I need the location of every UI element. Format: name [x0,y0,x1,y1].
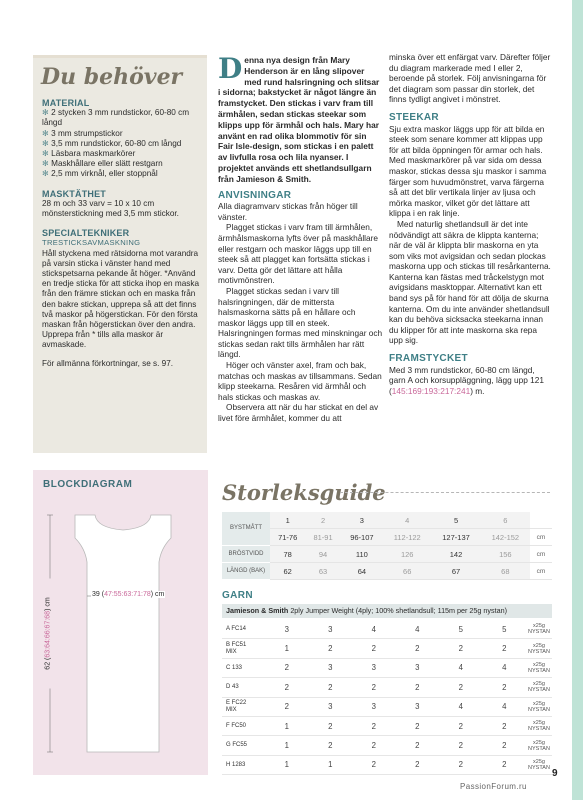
table-cell: 112-122 [383,529,431,546]
gauge-heading: MASKTÄTHET [42,188,106,199]
yarn-quantity: 5 [439,620,483,639]
yarn-unit: x25g NYSTAN [526,658,552,677]
dropcap: D [218,52,243,85]
yarn-quantity: 2 [309,716,353,735]
yarn-table [222,620,552,775]
unit-cell: cm [530,563,552,580]
yarn-quantity: 2 [265,697,309,716]
table-cell: 2 [305,512,340,529]
yarn-quantity: 2 [309,678,353,697]
yarn-quantity: 1 [265,755,309,774]
block-diagram-heading: BLOCKDIAGRAM [43,479,133,490]
yarn-quantity: 2 [309,736,353,755]
divider [340,492,550,493]
table-cell: 142 [431,546,480,563]
framstycket-heading: FRAMSTYCKET [389,353,468,365]
width-measurement: 39 (47:55:63:71:78) cm [92,591,165,598]
table-row [222,563,552,580]
technique-subheading: TRESTICKSAVMASKNING [42,238,141,248]
table-cell: 71-76 [270,529,305,546]
row-label: BYSTMÅTT [222,512,270,546]
anvisningar-paragraph: Plagget stickas i varv fram till ärmhålen, ärmhålsmaskorna lyfts över på maskhållare eller restgarn och maskor läggs upp till en steek så att plagget kan fortsätta stickas i varv. Detta gör det lättare att hålla motivmönstren. [218,222,379,286]
table-cell: 156 [481,546,530,563]
table-cell: 5 [431,512,480,529]
techniques-heading: SPECIALTEKNIKER [42,228,130,239]
material-item: ✻ 3,5 mm rundstickor, 60-80 cm långd [42,138,182,148]
yarn-quantity: 2 [396,755,440,774]
yarn-code: H 1283 [222,755,265,774]
yarn-quantity: 4 [352,620,396,639]
steekar-column [389,52,552,396]
table-cell: 64 [341,563,383,580]
table-cell: 126 [383,546,431,563]
yarn-quantity: 2 [439,716,483,735]
yarn-quantity: 4 [483,658,527,677]
yarn-unit: x25g NYSTAN [526,716,552,735]
anvisningar-paragraph: Höger och vänster axel, fram och bak, matchas och maskas av tillsammans. Sedan klipp steekarna. Resåren vid ärmhål och hals stickas och maskas av. [218,360,382,402]
yarn-quantity: 3 [352,697,396,716]
yarn-unit: x25g NYSTAN [526,620,552,639]
yarn-quantity: 3 [352,658,396,677]
yarn-quantity: 5 [483,620,527,639]
table-cell: 66 [383,563,431,580]
material-item: ✻ 3 mm strumpstickor [42,128,123,138]
yarn-quantity: 2 [396,716,440,735]
yarn-quantity: 2 [352,755,396,774]
framstycket-paragraph: Med 3 mm rundstickor, 60-80 cm längd, garn A och korsuppläggning, lägg upp 121 (145:169:193:217:241) m. [389,364,544,396]
material-item: ✻ 2 stycken 3 mm rundstickor, 60-80 cm långd [42,108,190,128]
row-label: BRÖSTVIDD [222,546,270,563]
yarn-quantity: 3 [309,697,353,716]
yarn-quantity: 2 [352,716,396,735]
site-watermark: PassionForum.ru [460,782,527,791]
yarn-quantity: 1 [265,716,309,735]
yarn-unit: x25g NYSTAN [526,678,552,697]
table-cell: 63 [305,563,340,580]
yarn-quantity: 2 [396,639,440,658]
size-table [222,512,552,580]
yarn-quantity: 2 [483,678,527,697]
table-cell: 142-152 [481,529,530,546]
table-cell: 94 [305,546,340,563]
yarn-quantity: 3 [265,620,309,639]
yarn-quantity: 2 [396,736,440,755]
material-heading: MATERIAL [42,98,90,108]
yarn-quantity: 2 [483,755,527,774]
yarn-quantity: 2 [309,639,353,658]
unit-cell [530,512,552,529]
unit-cell: cm [530,546,552,563]
material-item: ✻ 2,5 mm virknål, eller stoppnål [42,169,158,179]
block-diagram-panel [33,470,208,775]
yarn-quantity: 2 [352,639,396,658]
page-number: 9 [552,768,558,779]
yarn-quantity: 1 [265,736,309,755]
yarn-unit: x25g NYSTAN [526,736,552,755]
yarn-quantity: 2 [439,736,483,755]
anvisningar-paragraph: Alla diagramvarv stickas från höger till vänster. [218,201,358,222]
materials-section [42,98,202,369]
anvisningar-paragraph: Observera att när du har stickat en del av livet före ärmhålet, kommer du att [218,402,379,424]
material-item: ✻ Läsbara maskmarkörer [42,149,136,159]
table-cell: 68 [481,563,530,580]
yarn-quantity: 2 [483,716,527,735]
yarn-quantity: 4 [439,697,483,716]
gauge-text: 28 m och 33 varv = 10 x 10 cm mönsterstickning med 3,5 mm stickor. [42,198,179,219]
yarn-quantity: 2 [483,639,527,658]
table-cell: 3 [341,512,383,529]
yarn-quantity: 2 [265,678,309,697]
size-guide-title: Storleksguide [222,480,386,505]
table-cell: 96-107 [341,529,383,546]
table-cell: 6 [481,512,530,529]
yarn-code: G FC55 [222,736,265,755]
yarn-code: D 43 [222,678,265,697]
yarn-code: E FC22 MIX [222,697,265,716]
yarn-quantity: 2 [439,639,483,658]
table-cell: 62 [270,563,305,580]
material-item: ✻ Maskhållare eller slätt restgarn [42,159,163,169]
continued-text: minska över ett enfärgat varv. Därefter följer du diagram markerade med I eller 2, beroende på storlek. Följ anvisningarna för det diagram som passar din storlek, det finns tydligt angivet i mönstret. [389,52,551,105]
yarn-row [222,755,552,774]
anvisningar-paragraph: Plagget stickas sedan i varv till halsringningen, där de mittersta halsmaskorna sätts på en hållare och maskor läggs upp till en steek. Halsringningen formas med minskningar och stickas sedan rakt tills ärmhålen har rätt längd. [218,285,383,360]
steekar-paragraph: Sju extra maskor läggs upp för att bilda en steek som senare kommer att klippas upp för att bilda öppningen för armar och hals. Med maskmarkörer på var sida om dessa maskor, stickas dessa sju maskor i samma färger som huvudmönstret, varva färgerna så att det blir vertikala linjer av ljusa och mörka maskor, vilket gör det lättare att klippa i en rak linje. [389,123,547,219]
yarn-quantity: 4 [396,620,440,639]
yarn-quantity: 2 [265,658,309,677]
yarn-row [222,736,552,755]
table-row [222,546,552,563]
yarn-quantity: 2 [483,736,527,755]
table-cell: 67 [431,563,480,580]
steekar-paragraph: Med naturlig shetlandsull är det inte nödvändigt att säkra de klippta kanterna; när de väl är klippta blir maskorna en yta som viks mot avigsidan och sedan plockas maskorna upp och stickas till resårkanterna. Kanterna kan fästas med tråckelstygn mot avigsidans masktoppar. Alternativt kan ett band sys på för hand för att dölja de skurna kanterna. Om du inte använder shetlandsull kan du behöva sicksacka steekarna innan du klipper för att inte maskorna ska repa upp sig. [389,218,551,346]
length-measurement: 62 (63:64:66:67:68) cm [45,579,52,689]
materials-sidebar [33,55,207,453]
table-row [222,529,552,546]
sidebar-title: Du behöver [41,64,183,90]
intro-paragraph: Denna nya design från Mary Henderson är en lång slipover med rund halsringning och slitsar i sidorna; bakstycket är något längre än framstycket. Den stickas i varv fram till ärmhålen, sedan stickas steekar som klipps upp för ärmhål och hals. Mary har använt en rad olika blommotiv för sin Fair Isle-design, som stickas i en palett av livfulla rosa och lila nyanser. I projektet används ett shetlandsullgarn från Jamieson & Smith. [218,52,380,184]
table-cell: 81-91 [305,529,340,546]
technique-text: Håll styckena med rätsidorna mot varandra på varsin sticka i vänster hand med stickspetsarna pekande åt höger. *Använd en tredje sticka för att sticka ihop en maska från den främre stickan och en maska från den bakre stickan, upprepa så att det finns två maskor på högerstickan. För den första maskan från högerstickan över den andra. Upprepa från * tills alla maskor är avmaskade. [42,248,200,350]
yarn-quantity: 3 [396,697,440,716]
yarn-quantity: 2 [352,736,396,755]
yarn-heading: GARN [222,590,254,601]
yarn-row [222,639,552,658]
table-cell: 78 [270,546,305,563]
yarn-quantity: 4 [483,697,527,716]
yarn-quantity: 1 [309,755,353,774]
yarn-code: A FC14 [222,620,265,639]
yarn-row [222,697,552,716]
unit-cell: cm [530,529,552,546]
yarn-unit: x25g NYSTAN [526,755,552,774]
yarn-quantity: 2 [352,678,396,697]
steekar-heading: STEEKAR [389,111,439,123]
yarn-quantity: 1 [265,639,309,658]
yarn-row [222,658,552,677]
yarn-unit: x25g NYSTAN [526,639,552,658]
yarn-row [222,620,552,639]
anvisningar-heading: ANVISNINGAR [218,189,292,201]
yarn-code: C 133 [222,658,265,677]
yarn-code: B FC51 MIX [222,639,265,658]
table-cell: 110 [341,546,383,563]
vest-schematic [33,470,208,775]
yarn-unit: x25g NYSTAN [526,697,552,716]
yarn-quantity: 3 [309,620,353,639]
yarn-quantity: 2 [439,755,483,774]
yarn-quantity: 2 [439,678,483,697]
edge-color-strip [572,0,583,800]
intro-column [218,52,383,424]
table-row [222,512,552,529]
table-cell: 1 [270,512,305,529]
yarn-quantity: 3 [396,658,440,677]
abbreviations-note: För allmänna förkortningar, se s. 97. [42,358,174,368]
yarn-quantity: 4 [439,658,483,677]
table-cell: 127-137 [431,529,480,546]
yarn-quantity: 3 [309,658,353,677]
row-label: LÄNGD (BAK) [222,563,270,580]
yarn-row [222,716,552,735]
yarn-code: F FC50 [222,716,265,735]
yarn-row [222,678,552,697]
yarn-quantity: 2 [396,678,440,697]
table-cell: 4 [383,512,431,529]
yarn-description: Jamieson & Smith 2ply Jumper Weight (4ply; 100% shetlandsull; 115m per 25g nystan) [222,604,552,618]
